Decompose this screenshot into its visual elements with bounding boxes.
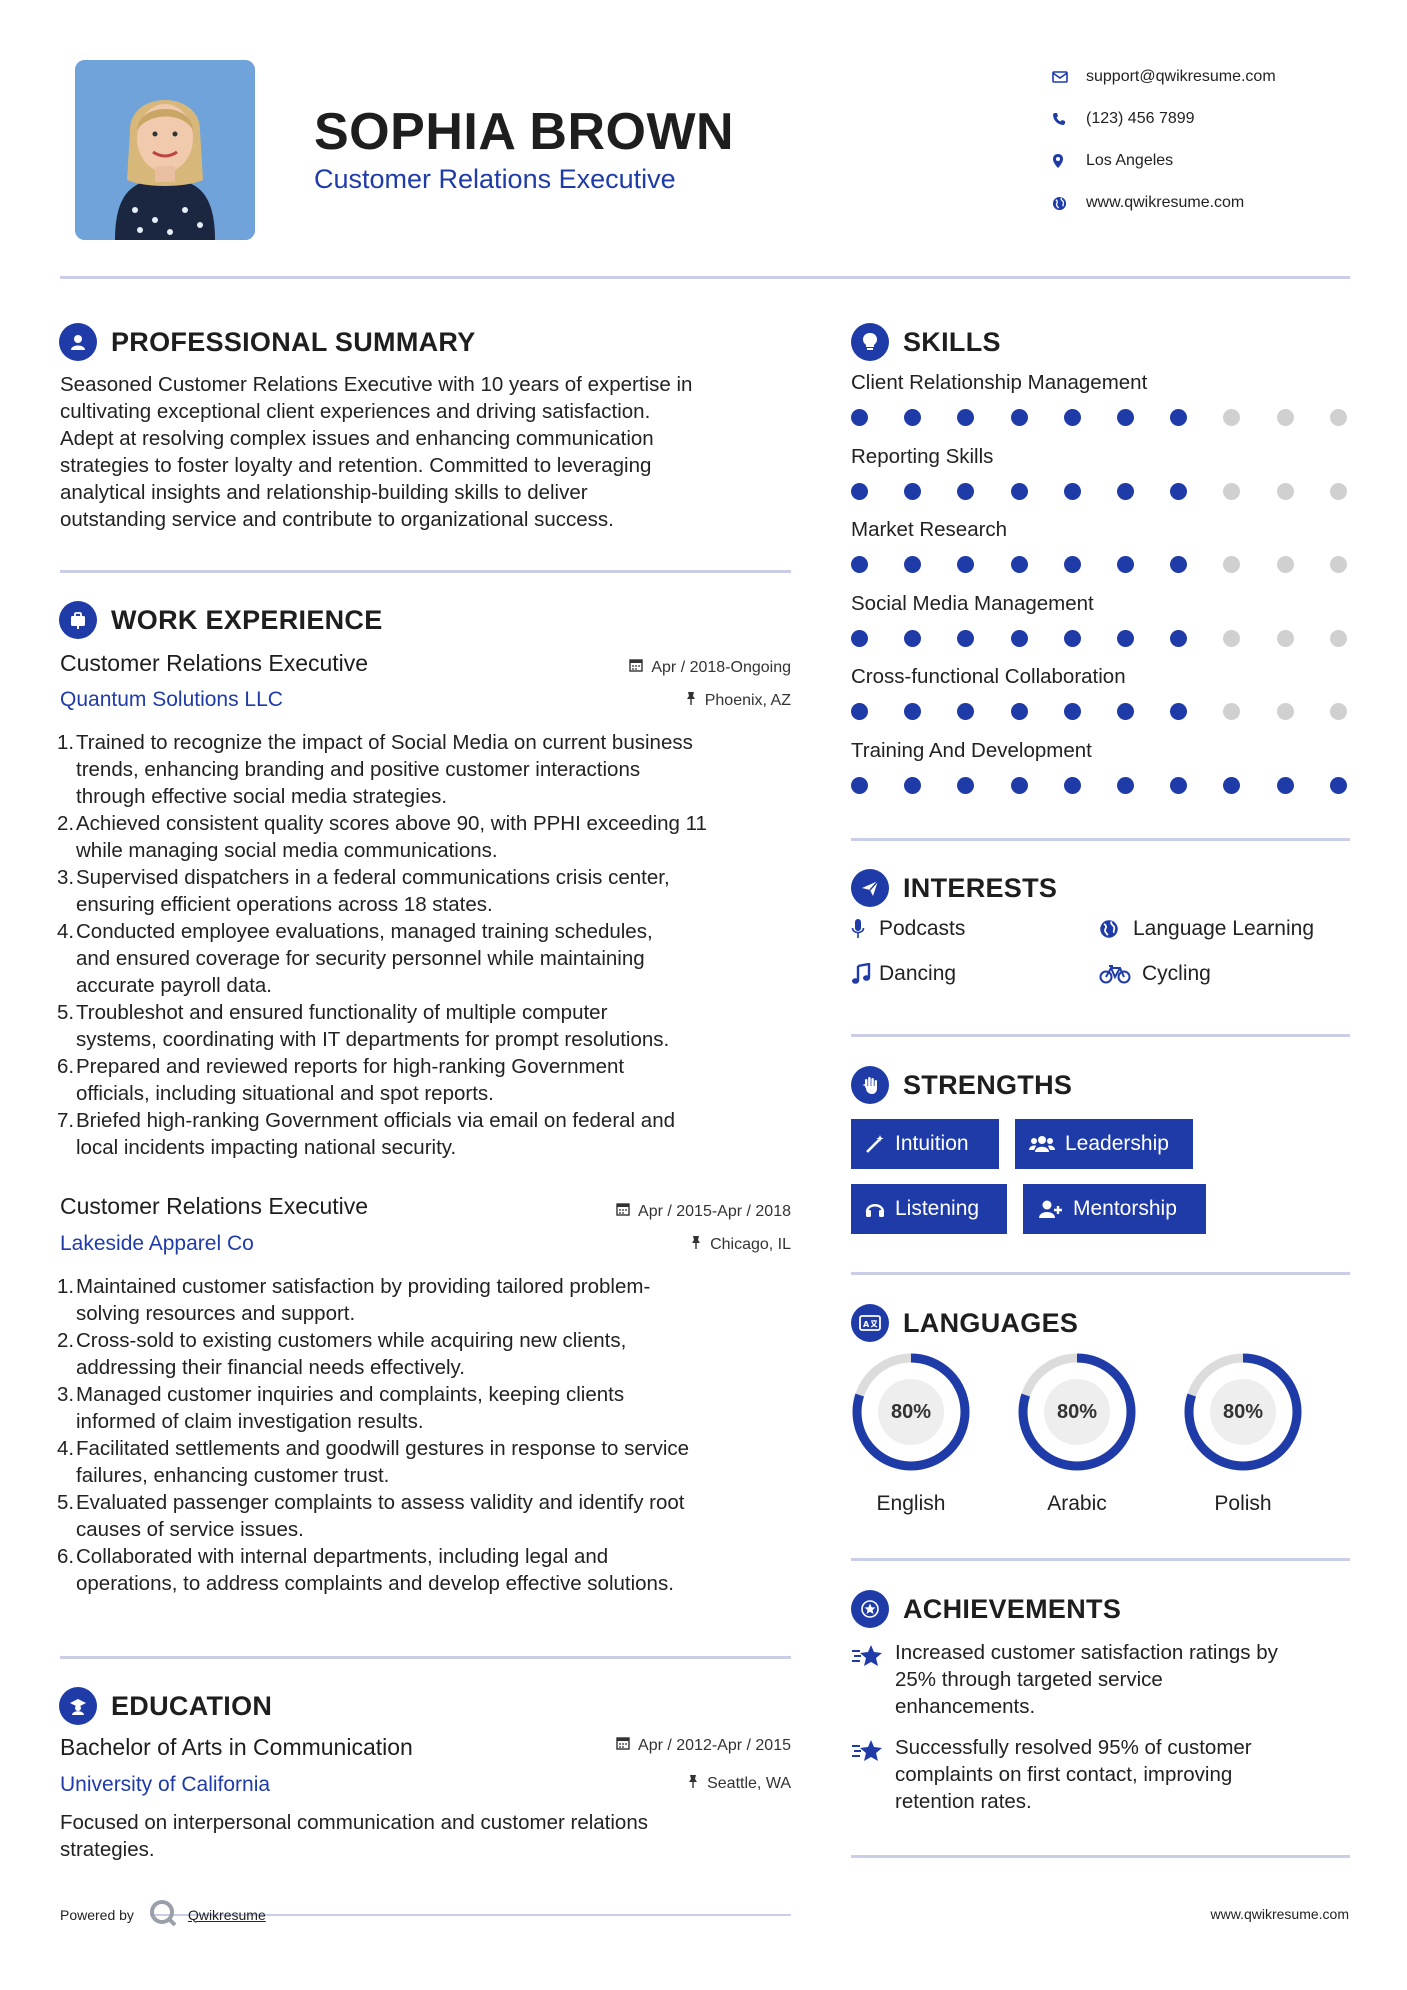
language-item bbox=[1015, 1350, 1139, 1516]
strengths-divider bbox=[851, 1272, 1350, 1275]
skill-dot-empty bbox=[1330, 556, 1347, 573]
skill-dot-filled bbox=[851, 703, 868, 720]
skill-dot-filled bbox=[1011, 556, 1028, 573]
education-school: University of California bbox=[60, 1773, 271, 1796]
contact-list bbox=[1050, 56, 1276, 224]
skill-dot-filled bbox=[1117, 630, 1134, 647]
skill-dot-filled bbox=[1170, 483, 1187, 500]
achievements-heading: ACHIEVEMENTS bbox=[851, 1590, 1121, 1628]
language-item bbox=[849, 1350, 973, 1516]
list-item: 2. Cross-sold to existing customers while acquiring new clients, addressing their financial needs effectively. bbox=[57, 1329, 627, 1379]
list-item: 3. Managed customer inquiries and complaints, keeping clients informed of claim investigation results. bbox=[57, 1383, 625, 1433]
list-item: 6. Collaborated with internal departments, including legal and operations, to address complaints and develop effective solutions. bbox=[57, 1545, 674, 1595]
skill-rating bbox=[851, 699, 1351, 723]
skill-dot-filled bbox=[904, 777, 921, 794]
skill-dot-filled bbox=[851, 409, 868, 426]
job-1-title: Customer Relations Executive bbox=[60, 650, 369, 676]
contact-location: Los Angeles bbox=[1050, 140, 1276, 182]
interest-dancing: Dancing bbox=[851, 962, 956, 986]
interest-language-learning: Language Learning bbox=[1099, 917, 1314, 941]
skill-dot-filled bbox=[957, 777, 974, 794]
skill-dot-empty bbox=[1330, 703, 1347, 720]
pushpin-icon bbox=[690, 1235, 702, 1254]
skill-name: Training And Development bbox=[851, 738, 1092, 762]
list-item: 1. Maintained customer satisfaction by providing tailored problem- solving resources and support. bbox=[57, 1275, 651, 1325]
shooting-star-icon bbox=[851, 1734, 895, 1815]
skill-dot-filled bbox=[1170, 777, 1187, 794]
skill-rating bbox=[851, 626, 1351, 650]
language-percent: 80% bbox=[1222, 1400, 1264, 1423]
skill-dot-filled bbox=[1170, 703, 1187, 720]
list-item: 6. Prepared and reviewed reports for high-ranking Government officials, including situational and spot reports. bbox=[57, 1055, 625, 1105]
candidate-role: Customer Relations Executive bbox=[314, 164, 676, 194]
skill-dot-filled bbox=[851, 630, 868, 647]
interest-podcasts: Podcasts bbox=[851, 917, 965, 941]
profile-photo bbox=[75, 60, 255, 240]
skill-rating bbox=[851, 479, 1351, 503]
skill-dot-empty bbox=[1277, 483, 1294, 500]
skill-dot-filled bbox=[1170, 630, 1187, 647]
skill-item bbox=[851, 665, 1351, 723]
skill-dot-filled bbox=[1170, 556, 1187, 573]
skill-rating bbox=[851, 773, 1351, 797]
job-1-location: Phoenix, AZ bbox=[685, 691, 791, 710]
skill-name: Reporting Skills bbox=[851, 444, 994, 468]
pushpin-icon bbox=[685, 691, 697, 710]
skill-dot-empty bbox=[1223, 409, 1240, 426]
list-item: 2. Achieved consistent quality scores above 90, with PPHI exceeding 11 while managing social media communications. bbox=[57, 812, 707, 862]
skill-dot-filled bbox=[1064, 483, 1081, 500]
skill-dot-empty bbox=[1223, 556, 1240, 573]
skill-dot-filled bbox=[1064, 703, 1081, 720]
skill-dot-empty bbox=[1223, 703, 1240, 720]
contact-phone[interactable]: (123) 456 7899 bbox=[1050, 98, 1276, 140]
strength-mentorship: Mentorship bbox=[1023, 1184, 1206, 1234]
calendar-icon bbox=[616, 1736, 630, 1755]
achievement-item: Successfully resolved 95% of customer complaints on first contact, improving retention rates. bbox=[851, 1734, 1351, 1815]
job-2-dates: Apr / 2015-Apr / 2018 bbox=[616, 1202, 791, 1221]
briefcase-icon bbox=[59, 601, 97, 639]
skill-item bbox=[851, 592, 1351, 650]
achievement-item: Increased customer satisfaction ratings by 25% through targeted service enhancements. bbox=[851, 1639, 1351, 1720]
skill-dot-empty bbox=[1330, 409, 1347, 426]
list-item: 5. Evaluated passenger complaints to assess validity and identify root causes of service issues. bbox=[57, 1491, 685, 1541]
footer-brand-link[interactable]: Qwikresume bbox=[187, 1906, 266, 1923]
skills-heading: SKILLS bbox=[851, 323, 1001, 361]
phone-icon bbox=[1050, 112, 1086, 126]
interest-cycling: Cycling bbox=[1099, 962, 1211, 986]
skill-dot-empty bbox=[1277, 409, 1294, 426]
languages-heading: A LANGUAGES bbox=[851, 1304, 1078, 1342]
skill-dot-filled bbox=[957, 703, 974, 720]
skill-dot-filled bbox=[904, 556, 921, 573]
skill-item bbox=[851, 518, 1351, 576]
job-1-dates: Apr / 2018-Ongoing bbox=[629, 658, 791, 677]
interests-divider bbox=[851, 1034, 1350, 1037]
pushpin-icon bbox=[687, 1774, 699, 1793]
skill-dot-filled bbox=[1011, 483, 1028, 500]
skill-dot-filled bbox=[1064, 409, 1081, 426]
experience-heading: WORK EXPERIENCE bbox=[59, 601, 383, 639]
summary-text: Seasoned Customer Relations Executive with 10 years of expertise in cultivating exceptional client experiences and driving satisfaction. Adept at resolving complex issues and enhancing communication strategies to foster loyalty and retention. Committed to leveraging analytical insights and relationship-building skills to deliver outstanding service and contribute to organizational success. bbox=[60, 373, 693, 531]
skill-dot-filled bbox=[1064, 777, 1081, 794]
skill-dot-filled bbox=[904, 703, 921, 720]
microphone-icon bbox=[851, 918, 879, 940]
strength-intuition: Intuition bbox=[851, 1119, 999, 1169]
skill-rating bbox=[851, 552, 1351, 576]
candidate-name: SOPHIA BROWN bbox=[314, 103, 735, 161]
calendar-icon bbox=[616, 1202, 630, 1221]
education-heading: EDUCATION bbox=[59, 1687, 272, 1725]
header-divider bbox=[60, 276, 1350, 279]
strengths-heading: STRENGTHS bbox=[851, 1066, 1072, 1104]
skill-dot-filled bbox=[1011, 703, 1028, 720]
lightbulb-icon bbox=[851, 323, 889, 361]
skill-dot-filled bbox=[851, 483, 868, 500]
music-note-icon bbox=[851, 963, 879, 985]
skill-dot-empty bbox=[1330, 483, 1347, 500]
qwikresume-logo-icon bbox=[148, 1898, 178, 1931]
interests-heading: INTERESTS bbox=[851, 869, 1057, 907]
users-icon bbox=[1029, 1134, 1055, 1154]
skill-item bbox=[851, 371, 1351, 429]
headphones-icon bbox=[865, 1199, 885, 1219]
summary-heading: PROFESSIONAL SUMMARY bbox=[59, 323, 476, 361]
user-icon bbox=[59, 323, 97, 361]
calendar-icon bbox=[629, 658, 643, 677]
skill-dot-empty bbox=[1277, 556, 1294, 573]
skill-dot-filled bbox=[851, 777, 868, 794]
skill-name: Cross-functional Collaboration bbox=[851, 665, 1126, 688]
language-name: Polish bbox=[1214, 1492, 1272, 1515]
skill-dot-empty bbox=[1277, 630, 1294, 647]
skill-dot-filled bbox=[904, 630, 921, 647]
language-percent: 80% bbox=[1056, 1400, 1098, 1423]
list-item: 3. Supervised dispatchers in a federal communications crisis center, ensuring efficient operations across 18 states. bbox=[57, 866, 670, 916]
skill-rating bbox=[851, 405, 1351, 429]
list-item: 4. Facilitated settlements and goodwill gestures in response to service failures, enhancing customer trust. bbox=[57, 1437, 690, 1487]
list-item: 4. Conducted employee evaluations, managed training schedules, and ensured coverage for security personnel while maintaining accurate payroll data. bbox=[57, 920, 653, 997]
job-2-company: Lakeside Apparel Co bbox=[60, 1232, 254, 1255]
svg-text:A: A bbox=[863, 1320, 870, 1329]
skill-dot-filled bbox=[904, 483, 921, 500]
globe-icon bbox=[1099, 919, 1133, 939]
skill-name: Client Relationship Management bbox=[851, 371, 1148, 394]
skill-dot-empty bbox=[1223, 483, 1240, 500]
language-name: English bbox=[876, 1492, 946, 1515]
skill-dot-filled bbox=[1117, 409, 1134, 426]
job-2-duties bbox=[57, 1273, 797, 1597]
skill-dot-empty bbox=[1277, 703, 1294, 720]
star-badge-icon bbox=[851, 1590, 889, 1628]
skill-dot-filled bbox=[957, 630, 974, 647]
paper-plane-icon bbox=[851, 869, 889, 907]
skill-item bbox=[851, 445, 1351, 503]
skill-dot-filled bbox=[1330, 777, 1347, 794]
skill-name: Market Research bbox=[851, 518, 1008, 541]
education-dates: Apr / 2012-Apr / 2015 bbox=[616, 1736, 791, 1755]
skills-divider bbox=[851, 838, 1350, 841]
footer-site[interactable]: www.qwikresume.com bbox=[1210, 1906, 1349, 1922]
map-pin-icon bbox=[1050, 153, 1086, 169]
skill-dot-filled bbox=[1170, 409, 1187, 426]
job-2-title: Customer Relations Executive bbox=[60, 1193, 369, 1219]
strength-listening: Listening bbox=[851, 1184, 1007, 1234]
bicycle-icon bbox=[1099, 964, 1142, 984]
skill-dot-empty bbox=[1223, 630, 1240, 647]
graduate-icon bbox=[59, 1687, 97, 1725]
strength-leadership: Leadership bbox=[1015, 1119, 1193, 1169]
skill-dot-filled bbox=[957, 556, 974, 573]
shooting-star-icon bbox=[851, 1639, 895, 1720]
experience-divider bbox=[60, 1656, 791, 1659]
skill-name: Social Media Management bbox=[851, 591, 1094, 615]
summary-divider bbox=[60, 570, 791, 573]
skill-dot-filled bbox=[1011, 777, 1028, 794]
envelope-icon bbox=[1050, 71, 1086, 83]
contact-website[interactable]: www.qwikresume.com bbox=[1050, 182, 1276, 224]
skill-item bbox=[851, 739, 1351, 797]
skill-dot-filled bbox=[957, 483, 974, 500]
job-1-company: Quantum Solutions LLC bbox=[60, 688, 283, 711]
achievements-divider bbox=[851, 1855, 1350, 1858]
skill-dot-filled bbox=[1223, 777, 1240, 794]
skill-dot-filled bbox=[1277, 777, 1294, 794]
skill-dot-filled bbox=[1117, 556, 1134, 573]
skill-dot-empty bbox=[1330, 630, 1347, 647]
skill-dot-filled bbox=[904, 409, 921, 426]
language-name: Arabic bbox=[1047, 1492, 1107, 1515]
education-degree: Bachelor of Arts in Communication bbox=[60, 1734, 413, 1760]
education-location: Seattle, WA bbox=[687, 1774, 791, 1793]
list-item: 7. Briefed high-ranking Government officials via email on federal and local incidents impacting national security. bbox=[57, 1109, 676, 1159]
globe-icon bbox=[1050, 196, 1086, 211]
skill-dot-filled bbox=[1011, 409, 1028, 426]
job-1-duties bbox=[57, 729, 797, 1161]
skill-dot-filled bbox=[1117, 483, 1134, 500]
skill-dot-filled bbox=[1011, 630, 1028, 647]
contact-email[interactable]: support@qwikresume.com bbox=[1050, 56, 1276, 98]
job-2-location: Chicago, IL bbox=[690, 1235, 791, 1254]
user-plus-icon bbox=[1037, 1199, 1063, 1219]
skill-dot-filled bbox=[957, 409, 974, 426]
education-text: Focused on interpersonal communication and customer relations strategies. bbox=[60, 1811, 648, 1861]
list-item: 1. Trained to recognize the impact of Social Media on current business trends, enhancing branding and positive customer interactions through effective social media strategies. bbox=[57, 731, 693, 808]
hand-icon bbox=[851, 1066, 889, 1104]
skill-dot-filled bbox=[851, 556, 868, 573]
skill-dot-filled bbox=[1064, 630, 1081, 647]
magic-wand-icon bbox=[865, 1134, 885, 1154]
language-icon bbox=[851, 1304, 889, 1342]
language-percent: 80% bbox=[890, 1400, 932, 1423]
list-item: 5. Troubleshot and ensured functionality of multiple computer systems, coordinating with IT departments for prompt resolutions. bbox=[57, 1001, 670, 1051]
skill-dot-filled bbox=[1064, 556, 1081, 573]
language-item bbox=[1181, 1350, 1305, 1516]
footer-powered-by: Powered by Qwikresume bbox=[60, 1898, 266, 1931]
skill-dot-filled bbox=[1117, 777, 1134, 794]
languages-divider bbox=[851, 1558, 1350, 1561]
skill-dot-filled bbox=[1117, 703, 1134, 720]
